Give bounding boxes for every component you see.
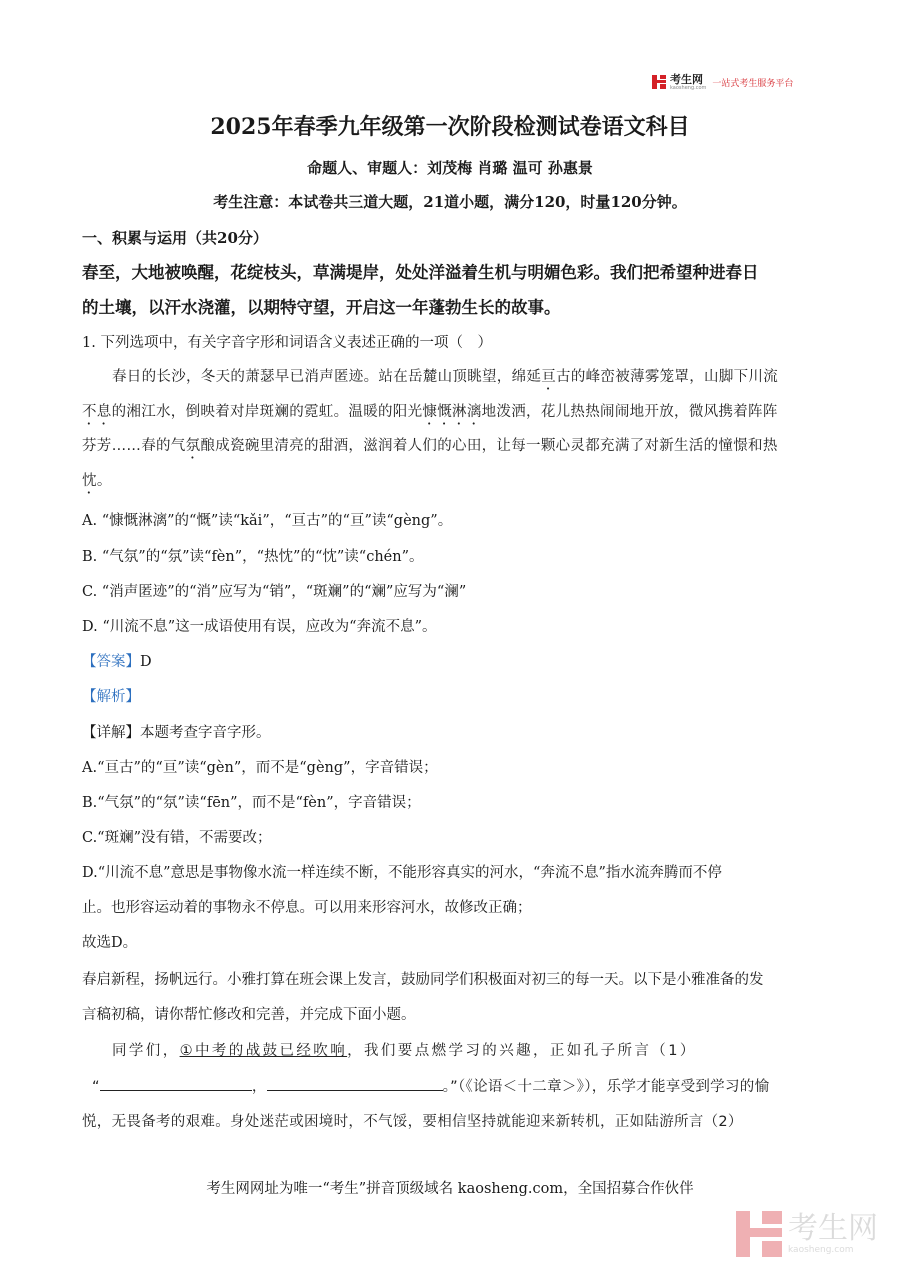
passage-text: 川流 <box>748 369 779 385</box>
speech-text: 同学们， <box>112 1043 180 1059</box>
option-c: C. “消声匿迹”的“消”应写为“销”，“斑斓”的“斓”应写为“澜” <box>82 584 467 600</box>
explanation-a: A.“亘古”的“亘”读“gèn”，而不是“gèng”，字音错误； <box>82 760 438 776</box>
option-d: D. “川流不息”这一成语使用有误，应改为“奔流不息”。 <box>82 619 437 635</box>
speech-text: ，我们要点燃学习的兴趣，正如孔子所言（1） <box>347 1043 697 1059</box>
explanation-d: D.“川流不息”意思是事物像水流一样连续不断，不能形容真实的河水，“奔流不息”指水流奔腾而不停 <box>82 865 722 881</box>
speech-line <box>112 1039 697 1060</box>
passage-text: 的湘江水，倒映着对岸斑斓的霓虹。温暖的阳光 <box>111 404 423 420</box>
section-intro-line: 春至，大地被唤醒，花绽枝头，草满堤岸，处处洋溢着生机与明媚色彩。我们把希望种进春日 <box>82 263 759 282</box>
passage-dotted-char: 不息 <box>82 404 112 420</box>
watermark-logo-icon <box>736 1211 782 1257</box>
fill-blank-1[interactable] <box>100 1076 252 1091</box>
passage-dotted-char: 亘 <box>541 369 557 385</box>
speech-line <box>92 1075 769 1096</box>
answer-value: D <box>140 654 152 670</box>
analysis-label: 【解析】 <box>82 689 140 705</box>
exam-authors: 命题人、审题人：刘茂梅 肖璐 温可 孙惠景 <box>307 159 593 177</box>
fill-blank-2[interactable] <box>267 1076 443 1091</box>
passage-line <box>82 469 112 497</box>
conclusion: 故选D。 <box>82 935 138 951</box>
logo-slogan: 一站式考生服务平台 <box>712 78 794 89</box>
option-a: A. “慷慨淋漓”的“慨”读“kǎi”，“亘古”的“亘”读“gèng”。 <box>82 513 453 529</box>
exam-title: 2025年春季九年级第一次阶段检测试卷语文科目 <box>210 114 690 140</box>
exam-notice: 考生注意：本试卷共三道大题，21道小题，满分120，时量120分钟。 <box>213 193 687 211</box>
context-line: 春启新程，扬帆远行。小雅打算在班会课上发言，鼓励同学们积极面对初三的每一天。以下是小雅准备的发 <box>82 972 764 988</box>
watermark-domain: kaosheng.com <box>788 1245 854 1255</box>
speech-underlined-sentence: ①中考的战鼓已经吹响 <box>179 1043 348 1059</box>
logo-name: 考生网 <box>670 72 703 86</box>
speech-line: 悦，无畏备考的艰难。身处迷茫或困境时，不气馁，要相信坚持就能迎来新转机，正如陆游所言（2） <box>82 1114 743 1130</box>
explanation-c: C.“斑斓”没有错，不需要改； <box>82 830 272 846</box>
watermark-name: 考生网 <box>788 1211 878 1246</box>
explanation-b: B.“气氛”的“氛”读“fēn”，而不是“fèn”，字音错误； <box>82 795 421 811</box>
page-footer: 考生网网址为唯一“考生”拼音顶级域名 kaosheng.com，全国招募合作伙伴 <box>206 1181 694 1197</box>
passage-text: 古的峰峦被薄雾笼罩，山脚下 <box>556 369 749 385</box>
passage-dotted-char: 慷慨淋漓 <box>422 404 482 420</box>
option-b: B. “气氛”的“氛”读“fèn”，“热忱”的“忱”读“chén”。 <box>82 549 424 565</box>
context-line: 言稿初稿，请你帮忙修改和完善，并完成下面小题。 <box>82 1007 416 1023</box>
passage-line <box>112 365 778 393</box>
question-1-stem: 1. 下列选项中，有关字音字形和词语含义表述正确的一项（ ） <box>82 335 492 351</box>
passage-text: 酿成瓷碗里清亮的甜酒，滋润着人们的心田，让每一颗心灵都充满了对新生活的憧憬和热 <box>200 438 778 454</box>
speech-text: 。”（《论语＜十二章＞》），乐学才能享受到学习的愉 <box>442 1079 770 1095</box>
passage-dotted-char: 氛 <box>185 438 201 454</box>
detail-line: 【详解】本题考查字音字形。 <box>82 725 271 741</box>
logo-domain: kaosheng.com <box>670 84 707 91</box>
speech-text: “ <box>92 1079 100 1095</box>
section-heading: 一、积累与运用（共20分） <box>82 229 268 247</box>
passage-line <box>82 434 778 462</box>
passage-text: 。 <box>96 473 112 489</box>
passage-dotted-char: 忱 <box>82 473 97 489</box>
kaosheng-logo <box>652 72 793 92</box>
passage-text: 芬芳……春的气 <box>82 438 186 454</box>
passage-text: 春日的长沙，冬天的萧瑟早已消声匿迹。站在岳麓山顶眺望，绵延 <box>112 369 542 385</box>
passage-line <box>82 400 778 428</box>
kaosheng-watermark <box>736 1211 878 1257</box>
answer-label: 【答案】 <box>82 654 140 670</box>
answer-line <box>82 650 152 671</box>
explanation-d-cont: 止。也形容运动着的事物永不停息。可以用来形容河水，故修改正确； <box>82 900 532 916</box>
kaosheng-logo-icon <box>652 75 666 89</box>
passage-text: 地泼洒，花儿热热闹闹地开放，微风携着阵阵 <box>481 404 778 420</box>
section-intro-line: 的土壤，以汗水浇灌，以期特守望，开启这一年蓬勃生长的故事。 <box>82 298 561 317</box>
speech-text: ， <box>251 1079 267 1095</box>
